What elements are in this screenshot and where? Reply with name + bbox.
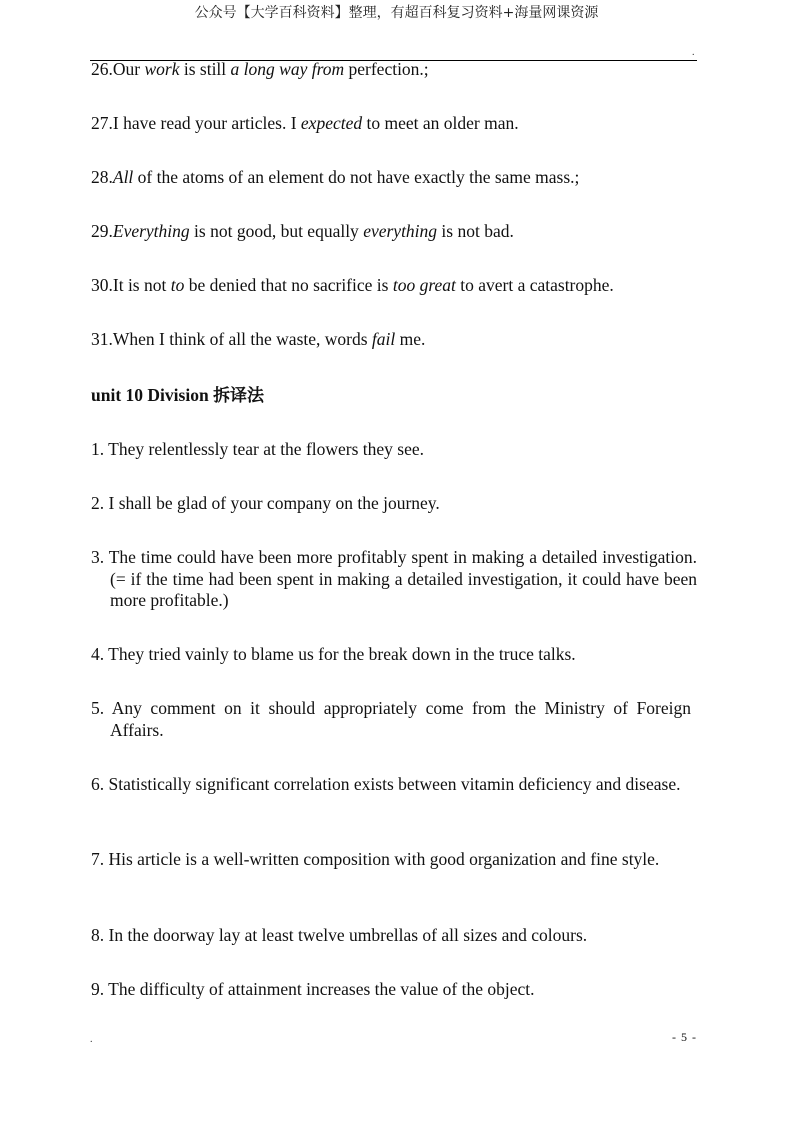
- division-item-9: 9. The difficulty of attainment increases the value of the object.: [91, 979, 535, 999]
- division-item-5: 5. Any comment on it should appropriately come from the Ministry of Foreign Affairs.: [91, 698, 691, 740]
- page-number: - 5 -: [672, 1030, 697, 1044]
- division-item-4: 4. They tried vainly to blame us for the break down in the truce talks.: [91, 644, 576, 664]
- page-header: 公众号【大学百科资料】整理，有超百科复习资料+海量网课资源: [194, 5, 599, 21]
- division-item-3: 3. The time could have been more profitably spent in making a detailed investigation. (= if the time had been spent in making a detailed investigation, it could have been more profitable.): [91, 547, 697, 610]
- division-item-8: 8. In the doorway lay at least twelve umbrellas of all sizes and colours.: [91, 925, 588, 945]
- sentence-29: 29.Everything is not good, but equally everything is not bad.: [91, 221, 514, 241]
- unit-chinese-title: 拆译法: [213, 386, 265, 406]
- sentence-31: 31.When I think of all the waste, words fail me.: [91, 329, 426, 349]
- division-item-1: 1. They relentlessly tear at the flowers they see.: [91, 439, 425, 459]
- header-rule-mark: .: [692, 47, 695, 58]
- sentence-28: 28.All of the atoms of an element do not have exactly the same mass.;: [91, 167, 580, 187]
- sentence-30: 30.It is not to be denied that no sacrifice is too great to avert a catastrophe.: [91, 275, 614, 295]
- unit-title: unit 10 Division: [91, 385, 209, 405]
- footer-mark: .: [90, 1034, 93, 1045]
- unit-heading: [91, 384, 264, 407]
- division-item-7: 7. His article is a well-written composition with good organization and fine style.: [91, 849, 660, 869]
- division-item-6: 6. Statistically significant correlation exists between vitamin deficiency and disease.: [91, 774, 681, 794]
- division-item-2: 2. I shall be glad of your company on the journey.: [91, 493, 440, 513]
- sentence-26: 26.Our work is still a long way from perfection.;: [91, 59, 429, 79]
- sentence-27: 27.I have read your articles. I expected to meet an older man.: [91, 113, 519, 133]
